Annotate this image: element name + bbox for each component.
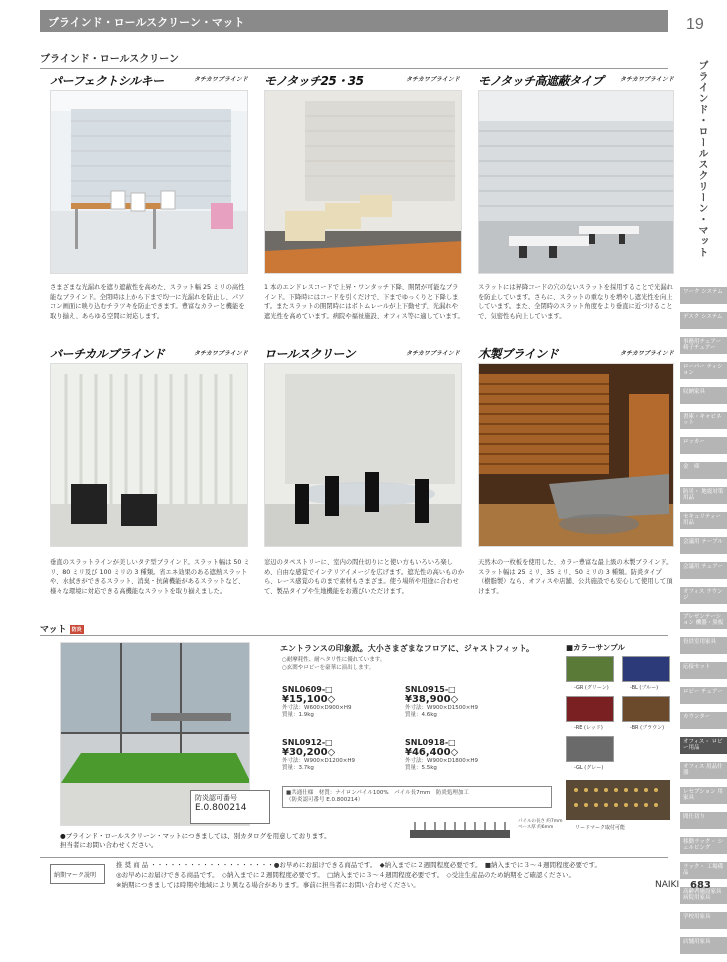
swatch-label: -BR (ブラウン): [630, 725, 665, 731]
product-price: ¥30,200◇: [282, 747, 336, 758]
product-name: ロールスクリーン: [264, 347, 356, 361]
mat-product: [405, 738, 525, 772]
brand-logo: タチカワブラインド: [620, 350, 674, 357]
section-title: ブラインド・ロールスクリーン: [40, 50, 668, 69]
product-photo: [478, 90, 674, 274]
fire-label: 防炎認可番号: [195, 794, 237, 802]
product-size: 外寸法：W600×D900×H9: [282, 705, 352, 711]
product-price: ¥46,400◇: [405, 747, 459, 758]
side-nav-item[interactable]: 会議用 テーブル: [680, 537, 727, 554]
product-photo: [264, 363, 462, 547]
side-nav-item[interactable]: レセプション 用家具: [680, 787, 727, 804]
legend-row: ※納期につきましては時期や地域により異なる場合があります。事前に担当者にお問い合わせください。: [116, 881, 420, 889]
side-nav-item[interactable]: カウンター: [680, 712, 727, 729]
delivery-legend: [40, 857, 668, 889]
side-nav-item[interactable]: オフィス 用品什器: [680, 762, 727, 779]
product-photo: [264, 90, 462, 274]
side-nav-item[interactable]: ロビー チェアー: [680, 687, 727, 704]
mat-product: [405, 685, 525, 719]
page-number-top: 19: [686, 16, 704, 33]
swatch-label: -BL (ブルー): [630, 685, 659, 691]
product-description: 窓辺のタペストリーに、室内の間仕切りにと使い方もいろいろ楽しめ、自由な感覚でインテリアイメージを広げます。遮光性の高いものから、レース感覚のものまで素材もさまざま。使う場所や用途に合わせて、製品タイプや生地機能をお選びいただけます。: [264, 559, 464, 595]
fire-number: E.0.800214: [195, 803, 247, 813]
side-nav-item[interactable]: 防災・ 地震対策用品: [680, 487, 727, 504]
color-sample-title: ■カラーサンプル: [566, 643, 625, 652]
product-photo: [50, 363, 248, 547]
brand-logo: タチカワブラインド: [406, 350, 460, 357]
product-block: [478, 72, 603, 89]
mat-product: [282, 685, 402, 719]
side-nav-item[interactable]: ローパー ティション: [680, 362, 727, 379]
side-nav-item[interactable]: セキュリティー 用品: [680, 512, 727, 529]
mat-headline: エントランスの印象派。大小さまざまなフロアに、ジャストフィット。: [280, 644, 534, 653]
product-description: 天然木の一枚板を使用した、カラー豊富な最上級の木製ブラインド。スラット幅は 25 ミリ、35 ミリ、50 ミリの 3 種類。防炎タイプ（樹脂製）なら、オフィスや店舗、公共施設でも安心して使用して頂けます。: [478, 559, 673, 595]
side-nav-item[interactable]: オフィス ラウンジ: [680, 587, 727, 604]
product-size: 外寸法：W900×D1500×H9: [405, 705, 479, 711]
diagram-note: パイルの長さ 約7mm ベース厚 約6mm: [518, 819, 563, 830]
product-code: SNL0609-□: [282, 685, 333, 694]
swatch-label: -GR (グリーン): [574, 685, 609, 691]
product-weight: 質量：1.9kg: [282, 712, 314, 718]
color-swatch-red: [566, 696, 614, 722]
footer-note: ●ブラインド・ロールスクリーン・マットにつきましては、別カタログを用意しております。 担当者にお問い合わせください。: [60, 832, 331, 849]
mat-section-header: [40, 622, 668, 636]
product-code: SNL0918-□: [405, 738, 456, 747]
mat-note: ○耐摩耗性、耐ヘタリ性に優れています。: [282, 657, 386, 663]
side-nav-item[interactable]: 会議用 チェアー: [680, 562, 727, 579]
fire-badge: 防炎: [71, 627, 82, 633]
product-block: [264, 72, 363, 89]
product-photo: [50, 90, 248, 274]
side-nav-item[interactable]: プレゼンテーション 機器・黒板: [680, 612, 727, 629]
side-nav-item[interactable]: 収納家具: [680, 387, 727, 404]
product-photo: [478, 363, 674, 547]
side-nav-item[interactable]: 役員室用家具: [680, 637, 727, 654]
product-description: 垂直のスラットラインが美しいタテ型ブラインド。スラット幅は 50 ミリ、80 ミリ及び 100 ミリの 3 種類。省エネ効果のある遮熱スラットや、水拭きができるスラット、消臭・抗菌機能があるスラットなど、様々な環境に対応できる高機能なスラットを取り揃えました。: [50, 559, 250, 595]
swatch-label: -RE (レッド): [574, 725, 603, 731]
side-nav-item[interactable]: 移動ラック・ シェルビング: [680, 837, 727, 854]
product-price: ¥15,100◇: [282, 694, 336, 705]
product-description: スラットには昇降コードの穴のないスラットを採用することで光漏れを防止しています。さらに、スラットの重なりを増やし遮光性を向上しています。また、全閉時のスラット角度をより垂直に近づけることで、気密性も向上しています。: [478, 284, 673, 320]
side-nav-item[interactable]: 間仕切り: [680, 812, 727, 829]
brand-logo: タチカワブラインド: [620, 76, 674, 83]
product-weight: 質量：3.7kg: [282, 765, 314, 771]
product-size: 外寸法：W900×D1200×H9: [282, 758, 356, 764]
reed-mark-photo: [566, 780, 670, 820]
product-name: パーフェクトシルキー: [50, 74, 164, 88]
product-code: SNL0915-□: [405, 685, 456, 694]
product-code: SNL0912-□: [282, 738, 333, 747]
product-name: バーチカルブラインド: [50, 347, 165, 361]
legend-row: ◎お早めにお届けできる商品です。 ◇納入までに２週間程度必要です。 □納入までに３～４週間程度必要です。 ◇受注生産品のため納期をご確認ください。: [116, 871, 576, 879]
product-weight: 質量：5.5kg: [405, 765, 437, 771]
legend-label: 納期マーク説明: [50, 864, 105, 884]
legend-row: 推 奨 商 品 ・・・・・・・・・・・・・・・・・・・●お早めにお届けできる商品です。 ◆納入までに２週間程度必要です。 ■納入までに３～４週間程度必要です。: [116, 861, 602, 869]
side-nav-item[interactable]: 学校用家具: [680, 912, 727, 929]
side-nav-item[interactable]: ロッカー: [680, 437, 727, 454]
brand-footer: NAIKI: [655, 880, 680, 890]
mat-title: マット: [40, 625, 67, 635]
side-nav-item[interactable]: ラック・ 工場備品: [680, 862, 727, 879]
mat-product: [282, 738, 402, 772]
color-swatch-gray: [566, 736, 614, 762]
side-nav-item[interactable]: 店舗用家具: [680, 937, 727, 954]
mat-note: ○玄関やロビーを豪華に演出します。: [282, 665, 375, 671]
side-title: ブラインド・ロールスクリーン・マット: [696, 60, 707, 258]
product-price: ¥38,900◇: [405, 694, 459, 705]
side-nav-item[interactable]: オフィス・ ロビー用品: [680, 737, 727, 754]
product-block: [50, 345, 164, 362]
side-nav-item[interactable]: 応接セット: [680, 662, 727, 679]
product-name: 木製ブラインド: [478, 347, 559, 361]
color-swatch-brown: [622, 696, 670, 722]
product-name: モノタッチ高遮蔽タイプ: [478, 74, 603, 88]
brand-logo: タチカワブラインド: [406, 76, 460, 83]
side-nav-item[interactable]: 金 庫: [680, 462, 727, 479]
side-nav-item[interactable]: ワーク システム: [680, 287, 727, 304]
product-name: モノタッチ25・35: [264, 74, 364, 88]
color-swatch-green: [566, 656, 614, 682]
category-title: ブラインド・ロールスクリーン・マット: [48, 16, 245, 29]
common-spec: ■共通仕様 材質：ナイロンパイル100% パイル長7mm 防炎処理加工 （防炎認可番号 E.0.800214）: [282, 786, 552, 808]
swatch-label: -GL (グレー): [574, 765, 604, 771]
product-description: 1 本のエンドレスコードで上昇・ワンタッチ下降、開閉が可能なブラインド。下降時にはコードを引くだけで、下までゆっくりと下降します。またスラットの開閉時にはボトムレールが上下動せず、光漏れや遮光性を高めています。病院や福祉施設、オフィス等に適しています。: [264, 284, 464, 320]
product-size: 外寸法：W900×D1800×H9: [405, 758, 479, 764]
product-description: さまざまな光漏れを遮り遮蔽性を高めた、スラット幅 25 ミリの高性能なブラインド。全閉時は上から下まで均一に光漏れを防止し、パソコン画面に映り込むチラツキを防止できます。豊富なカラーと機能を取り揃え、あらゆる空間に対応します。: [50, 284, 245, 320]
side-nav-item[interactable]: 高齢者施設家具 病院用家具: [680, 887, 727, 904]
side-nav-item[interactable]: デスク システム: [680, 312, 727, 329]
side-nav-item[interactable]: 書庫・キャビネット: [680, 412, 727, 429]
page-number-bottom: 683: [690, 880, 711, 891]
side-nav-item[interactable]: 事務用チェアー 椅子チェアー: [680, 337, 727, 354]
category-bar: [40, 10, 668, 32]
product-weight: 質量：4.6kg: [405, 712, 437, 718]
brand-logo: タチカワブラインド: [194, 350, 248, 357]
color-swatch-blue: [622, 656, 670, 682]
product-block: [264, 345, 355, 362]
reed-mark-label: リードマーク取付可能: [575, 825, 626, 831]
brand-logo: タチカワブラインド: [194, 76, 248, 83]
product-block: [478, 345, 558, 362]
side-navigation: [680, 287, 727, 962]
fire-label-box: [190, 790, 270, 824]
